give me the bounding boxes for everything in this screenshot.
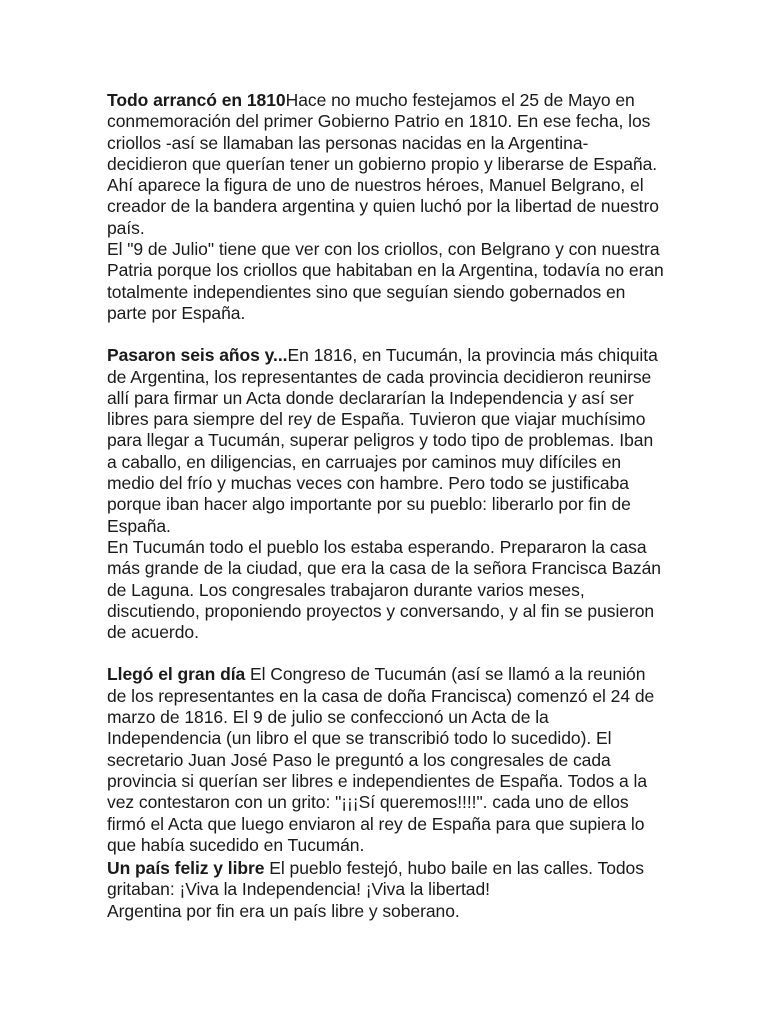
section-paragraph: El "9 de Julio" tiene que ver con los criollos, con Belgrano y con nuestra Patria porque los criollos que habitaban en la Argentina, todavía no eran totalmente independientes sino que seguían siendo gobernados en parte por España. <box>107 239 664 323</box>
section-heading: Llegó el gran día <box>107 664 246 685</box>
document-page <box>107 90 667 922</box>
section-pasaron-seis-anos <box>107 345 667 643</box>
section-todo-arranco <box>107 90 667 324</box>
section-llego-el-gran-dia <box>107 664 667 856</box>
section-un-pais-feliz <box>107 858 667 922</box>
section-heading: Pasaron seis años y... <box>107 345 288 366</box>
section-paragraph: En Tucumán todo el pueblo los estaba esperando. Prepararon la casa más grande de la ciudad, que era la casa de la señora Francisca Bazán de Laguna. Los congresales trabajaron durante varios meses, discutiendo, proponiendo proyectos y conversando, y al fin se pusieron de acuerdo. <box>107 536 661 643</box>
section-heading: Un país feliz y libre <box>107 858 265 879</box>
section-body: En 1816, en Tucumán, la provincia más chiquita de Argentina, los representantes de cada provincia decidieron reunirse allí para firmar un Acta donde declararían la Independencia y así ser libres para siempre del rey de España. Tuvieron que viajar muchísimo para llegar a Tucumán, superar peligros y todo tipo de problemas. Iban a caballo, en diligencias, en carruajes por caminos muy difíciles en medio del frío y muchas veces con hambre. Pero todo se justificaba porque iban hacer algo importante por su pueblo: liberarlo por fin de España. <box>107 345 658 536</box>
section-body: El pueblo festejó, hubo baile en las calles. Todos gritaban: ¡Viva la Independencia! ¡Viva la libertad! <box>107 858 644 900</box>
section-body: Hace no mucho festejamos el 25 de Mayo en conmemoración del primer Gobierno Patrio en 1810. En ese fecha, los criollos -así se llamaban las personas nacidas en la Argentina- decidieron que querían tener un gobierno propio y liberarse de España. Ahí aparece la figura de uno de nuestros héroes, Manuel Belgrano, el creador de la bandera argentina y quien luchó por la libertad de nuestro país. <box>107 90 659 238</box>
section-paragraph: Argentina por fin era un país libre y soberano. <box>107 900 460 921</box>
section-body: El Congreso de Tucumán (así se llamó a la reunión de los representantes en la casa de doña Francisca) comenzó el 24 de marzo de 1816. El 9 de julio se confeccionó un Acta de la Independencia (un libro el que se transcribió todo lo sucedido). El secretario Juan José Paso le preguntó a los congresales de cada provincia si querían ser libres e independientes de España. Todos a la vez contestaron con un grito: "¡¡¡Sí queremos!!!!". cada uno de ellos firmó el Acta que luego enviaron al rey de España para que supiera lo que había sucedido en Tucumán. <box>107 664 655 855</box>
section-heading: Todo arrancó en 1810 <box>107 90 286 110</box>
